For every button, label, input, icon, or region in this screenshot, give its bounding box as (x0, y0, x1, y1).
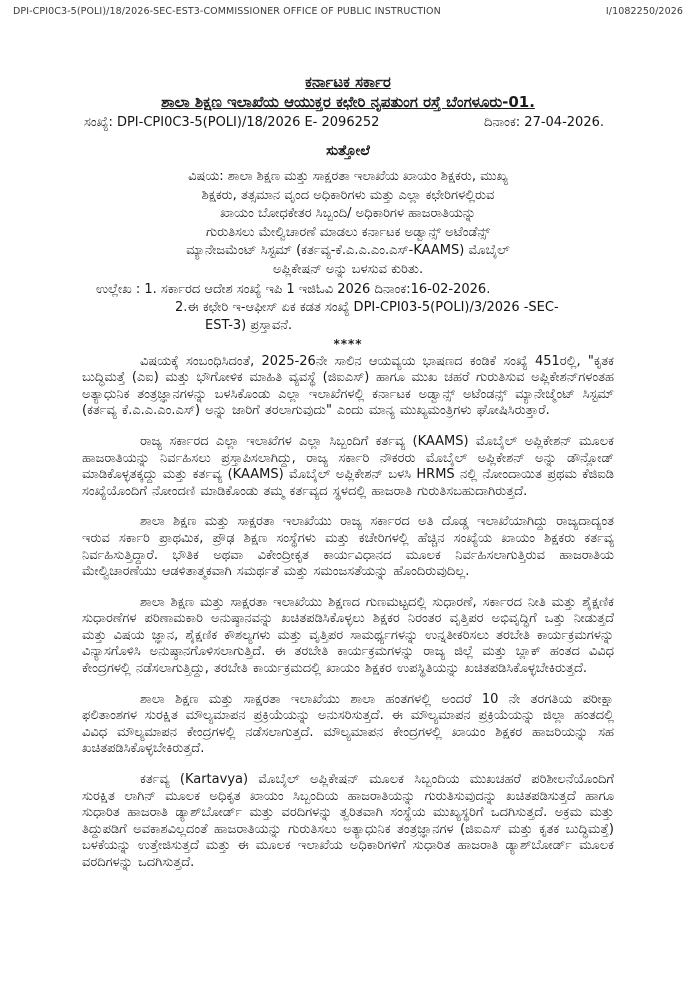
body-paragraph: ಕರ್ತವ್ಯ (Kartavya) ಮೊಬೈಲ್ ಅಪ್ಲಿಕೇಷನ್ ಮೂಲಕ ಸಿಬ್ಬಂದಿಯ ಮುಖಚಹರೆ ಪರಿಶೀಲನೆಯೊಂದಿಗೆ ಸುರಕ್ಷಿತ ಲಾಗಿನ್ ಮೂಲಕ ಅಧಿಕೃತ ಖಾಯಂ ಸಿಬ್ಬಂದಿಯ ಹಾಜರಾತಿಯನ್ನು ಗುರುತಿಸುವುದನ್ನು ಖಚಿತಪಡಿಸುತ್ತದೆ ಹಾಗೂ ಸುಧಾರಿತ ಹಾಜರಾತಿ ಡ್ಯಾಶ್‌ಬೋರ್ಡ್ ಮತ್ತು ವರದಿಗಳನ್ನು ತ್ವರಿತವಾಗಿ ಸಂಸ್ಥೆಯ ಮುಖ್ಯಸ್ಥರಿಗೆ ಒದಗಿಸುತ್ತದೆ. ಅಕ್ರಮ ಮತ್ತು ತಿದ್ದುಪಡಿಗೆ ಅವಕಾಶವಿಲ್ಲದಂತೆ ಹಾಜರಾತಿಯನ್ನು ಗುರುತಿಸಲು ಅತ್ಯಾಧುನಿಕ ತಂತ್ರಜ್ಞಾನಗಳ (ಜಿಐಎಸ್ ಮತ್ತು ಕೃತಕ ಬುದ್ಧಿಮತ್ತೆ) ಬಳಕೆಯನ್ನು ಉತ್ತೇಜಿಸುತ್ತದೆ ಮತ್ತು ಈ ಮೂಲಕ ಇಲಾಖೆಯ ಅಧಿಕಾರಿಗಳಿಗೆ ಸುಧಾರಿತ ಹಾಜರಾತಿ ಡ್ಯಾಶ್‌ಬೋರ್ಡ್ ಮೂಲಕ ವರದಿಗಳನ್ನು ಒದಗಿಸುತ್ತದೆ. (82, 772, 614, 870)
meta-row (82, 115, 614, 130)
body-paragraph: ಶಾಲಾ ಶಿಕ್ಷಣ ಮತ್ತು ಸಾಕ್ಷರತಾ ಇಲಾಖೆಯು ಶಾಲಾ ಹಂತಗಳಲ್ಲಿ ಅಂದರೆ 10 ನೇ ತರಗತಿಯ ಪರೀಕ್ಷಾ ಫಲಿತಾಂಶಗಳ ಸುರಕ್ಷಿತ ಮೌಲ್ಯಮಾಪನ ಪ್ರಕ್ರಿಯೆಯನ್ನು ಅನುಸರಿಸುತ್ತದೆ. ಈ ಮೌಲ್ಯಮಾಪನ ಪ್ರಕ್ರಿಯೆಯನ್ನು ಜಿಲ್ಲಾ ಹಂತದಲ್ಲಿ ವಿವಿಧ ಮೌಲ್ಯಮಾಪನ ಕೇಂದ್ರಗಳಲ್ಲಿ ನಡೆಸಲಾಗುತ್ತದೆ. ಮೌಲ್ಯಮಾಪನ ಕೇಂದ್ರಗಳಲ್ಲಿ ಖಾಯಂ ಶಿಕ್ಷಕರ ಹಾಜರಿಯನ್ನು ಸಹ ಖಚಿತಪಡಿಸಿಕೊಳ್ಳಬೇಕಿರುತ್ತದೆ. (82, 691, 614, 757)
subject-line: ಖಾಯಂ ಬೋಧಕೇತರ ಸಿಬ್ಬಂದಿ/ ಅಧಿಕಾರಿಗಳ ಹಾಜರಾತಿಯನ್ನು (220, 206, 476, 222)
paragraphs-container (82, 354, 614, 872)
reference-line: 2.ಈ ಕಛೇರಿ ಇ-ಆಫೀಸ್ ಏಕ ಕಡತ ಸಂಖ್ಯೆ DPI-CPI03-5(POLI)/3/2026 -SEC- (175, 299, 559, 315)
circular-date: ದಿನಾಂಕ: 27-04-2026. (483, 115, 604, 130)
body-paragraph: ಶಾಲಾ ಶಿಕ್ಷಣ ಮತ್ತು ಸಾಕ್ಷರತಾ ಇಲಾಖೆಯು ಶಿಕ್ಷಣದ ಗುಣಮಟ್ಟದಲ್ಲಿ ಸುಧಾರಣೆ, ಸರ್ಕಾರದ ನೀತಿ ಮತ್ತು ಶೈಕ್ಷಣಿಕ ಸುಧಾರಣೆಗಳ ಪರಿಣಾಮಕಾರಿ ಅನುಷ್ಠಾನವನ್ನು ಖಚಿತಪಡಿಸಿಕೊಳ್ಳಲು ಶಿಕ್ಷಕರ ನಿರಂತರ ವೃತ್ತಿಪರ ಅಭಿವೃದ್ಧಿಗೆ ಒತ್ತು ನೀಡುತ್ತದೆ ಮತ್ತು ವಿಷಯ ಜ್ಞಾನ, ಶೈಕ್ಷಣಿಕ ಕೌಶಲ್ಯಗಳು ಮತ್ತು ವೃತ್ತಿಪರ ಸಾಮರ್ಥ್ಯಗಳನ್ನು ಉನ್ನತೀಕರಿಸಲು ತರಬೇತಿ ಕಾರ್ಯಕ್ರಮಗಳನ್ನು ವಿನ್ಯಾಸಗೊಳಿಸಿ ಅನುಷ್ಠಾನಗೊಳಿಸಲಾಗುತ್ತಿದೆ. ಈ ತರಬೇತಿ ಕಾರ್ಯಕ್ರಮಗಳನ್ನು ರಾಜ್ಯ ಜಿಲ್ಲೆ ಮತ್ತು ಬ್ಲಾಕ್ ಹಂತದ ವಿವಿಧ ಕೇಂದ್ರಗಳಲ್ಲಿ ನಡೆಸಲಾಗುತ್ತಿದ್ದು, ತರಬೇತಿ ಕಾರ್ಯಕ್ರಮದಲ್ಲಿ ಖಾಯಂ ಶಿಕ್ಷಕರ ಉಪಸ್ಥಿತಿಯನ್ನು ಖಚಿತಪಡಿಸಿಕೊಳ್ಳಬೇಕಿರುತ್ತದೆ. (82, 594, 614, 677)
subject-line: ಮ್ಯಾನೇಜಮೆಂಟ್ ಸಿಸ್ಟಮ್ (ಕರ್ತವ್ಯ-ಕೆ.ಎ.ಎ.ಎಂ.ಎಸ್-KAAMS) ಮೊಬೈಲ್ (186, 243, 510, 259)
subject-line: ಅಪ್ಲಿಕೇಷನ್ ಅನ್ನು ಬಳಸುವ ಕುರಿತು. (272, 261, 424, 277)
circular-number: ಸಂಖ್ಯೆ: DPI-CPI0C3-5(POLI)/18/2026 E- 2096252 (84, 115, 380, 130)
subject-line: ಗುರುತಿಸಲು ಮೇಲ್ವಿಚಾರಣೆ ಮಾಡಲು ಕರ್ನಾಟಕ ಅಡ್ವಾನ್ಸ್ ಅಟೆಂಡೆನ್ಸ್ (205, 224, 491, 240)
body-paragraph: ಶಾಲಾ ಶಿಕ್ಷಣ ಮತ್ತು ಸಾಕ್ಷರತಾ ಇಲಾಖೆಯು ರಾಜ್ಯ ಸರ್ಕಾರದ ಅತಿ ದೊಡ್ಡ ಇಲಾಖೆಯಾಗಿದ್ದು ರಾಜ್ಯದಾದ್ಯಂತ ಇರುವ ಸರ್ಕಾರಿ ಪ್ರಾಥಮಿಕ, ಪ್ರೌಢ ಶಿಕ್ಷಣ ಸಂಸ್ಥೆಗಳು ಮತ್ತು ಕಚೇರಿಗಳಲ್ಲಿ ಹೆಚ್ಚಿನ ಸಂಖ್ಯೆಯ ಖಾಯಂ ಶಿಕ್ಷಕರು ಕರ್ತವ್ಯ ನಿರ್ವಹಿಸುತ್ತಿದ್ದಾರೆ. ಭೌತಿಕ ಅಥವಾ ವಿಕೇಂದ್ರೀಕೃತ ಕಾರ್ಯವಿಧಾನದ ಮೂಲಕ ನಿರ್ವಹಿಸಲಾಗುತ್ತಿರುವ ಹಾಜರಾತಿಯ ಮೇಲ್ವಿಚಾರಣೆಯು ಆಡಳಿತಾತ್ಮಕವಾಗಿ ಸಮರ್ಥತೆ ಮತ್ತು ಸಮಂಜಸತೆಯನ್ನು ಹೊಂದಿರುವುದಿಲ್ಲ. (82, 514, 614, 580)
reference-block (82, 281, 614, 335)
document-header (0, 0, 696, 17)
body-paragraph: ವಿಷಯಕ್ಕೆ ಸಂಬಂಧಿಸಿದಂತೆ, 2025-26ನೇ ಸಾಲಿನ ಆಯವ್ಯಯ ಭಾಷಣದ ಕಂಡಿಕೆ ಸಂಖ್ಯೆ 451ರಲ್ಲಿ, "ಕೃತಕ ಬುದ್ಧಿಮತ್ತೆ (ಎಐ) ಮತ್ತು ಭೌಗೋಳಿಕ ಮಾಹಿತಿ ವ್ಯವಸ್ಥೆ (ಜಿಐಎಸ್) ಹಾಗೂ ಮುಖ ಚಹರೆ ಗುರುತಿಸುವ ಅಪ್ಲಿಕೇಶನ್‌ಗಳಂತಹ ಅತ್ಯಾಧುನಿಕ ತಂತ್ರಜ್ಞಾನಗಳನ್ನು ಬಳಸಿಕೊಂಡು ಎಲ್ಲಾ ಇಲಾಖೆಗಳಲ್ಲಿ ಕರ್ನಾಟಕ ಅಡ್ವಾನ್ಸ್ ಅಟೆಂಡನ್ಸ್ ಮ್ಯಾನೇಜ್ಮೆಂಟ್ ಸಿಸ್ಟಮ್ (ಕರ್ತವ್ಯ ಕೆ.ಎ.ಎ.ಎಂ.ಎಸ್) ಅನ್ನು ಜಾರಿಗೆ ತರಲಾಗುವುದು" ಎಂದು ಮಾನ್ಯ ಮುಖ್ಯಮಂತ್ರಿಗಳು ಘೋಷಿಸಿರುತ್ತಾರೆ. (82, 353, 614, 419)
body-paragraph: ರಾಜ್ಯ ಸರ್ಕಾರದ ಎಲ್ಲಾ ಇಲಾಖೆಗಳ ಎಲ್ಲಾ ಸಿಬ್ಬಂದಿಗೆ ಕರ್ತವ್ಯ (KAAMS) ಮೊಬೈಲ್ ಅಪ್ಲಿಕೇಶನ್ ಮೂಲಕ ಹಾಜರಾತಿಯನ್ನು ನಿರ್ವಹಿಸಲು ಪ್ರಸ್ತಾಪಿಸಲಾಗಿದ್ದು, ರಾಜ್ಯ ಸರ್ಕಾರಿ ನೌಕರರು ಮೊಬೈಲ್ ಅಪ್ಲಿಕೇಶನ್ ಅನ್ನು ಡೌನ್ಲೋಡ್ ಮಾಡಿಕೊಳ್ಳತಕ್ಕದ್ದು ಮತ್ತು ಕರ್ತವ್ಯ (KAAMS) ಮೊಬೈಲ್ ಅಪ್ಲಿಕೇಶನ್ ಬಳಸಿ HRMS ನಲ್ಲಿ ನೋಂದಾಯಿತ ಪ್ರಥಮ ಕೆಜಿಐಡಿ ಸಂಖ್ಯೆಯೊಂದಿಗೆ ನೋಂದಣಿ ಮಾಡಿಕೊಂಡು ತಮ್ಮ ಕರ್ತವ್ಯದ ಸ್ಥಳದಲ್ಲಿ ಹಾಜರಾತಿ ಗುರುತಿಸಬಹುದಾಗಿರುತ್ತದೆ. (82, 433, 614, 499)
reference-line: EST-3) ಪ್ರಸ್ತಾವನೆ. (205, 317, 293, 333)
circular-heading: ಸುತ್ತೋಲೆ (326, 143, 370, 159)
subject-line: ಶಿಕ್ಷಕರು, ತತ್ಸಮಾನ ವೃಂದ ಅಧಿಕಾರಿಗಳು ಮತ್ತು ಎಲ್ಲಾ ಕಛೇರಿಗಳಲ್ಲಿರುವ (201, 187, 495, 203)
government-title: ಕರ್ನಾಟಕ ಸರ್ಕಾರ (305, 73, 391, 91)
document-body (0, 115, 696, 872)
subject-block (82, 168, 614, 280)
office-title: ಶಾಲಾ ಶಿಕ್ಷಣ ಇಲಾಖೆಯ ಆಯುಕ್ತರ ಕಛೇರಿ ನೃಪತುಂಗ ರಸ್ತೆ ಬೆಂಗಳೂರು-01. (161, 93, 535, 111)
document-id: I/1082250/2026 (605, 6, 683, 17)
file-reference-number: DPI-CPI0C3-5(POLI)/18/2026-SEC-EST3-COMMISSIONER OFFICE OF PUBLIC INSTRUCTION (13, 6, 441, 17)
title-block (0, 73, 696, 112)
section-separator: **** (333, 336, 363, 351)
reference-line: ಉಲ್ಲೇಖ : 1. ಸರ್ಕಾರದ ಆದೇಶ ಸಂಖ್ಯೆ ಇಪಿ 1 ಇಜಿಓವಿ 2026 ದಿನಾಂಕ:16-02-2026. (96, 281, 491, 297)
subject-line: ವಿಷಯ: ಶಾಲಾ ಶಿಕ್ಷಣ ಮತ್ತು ಸಾಕ್ಷರತಾ ಇಲಾಖೆಯ ಖಾಯಂ ಶಿಕ್ಷಕರು, ಮುಖ್ಯ (188, 169, 508, 184)
